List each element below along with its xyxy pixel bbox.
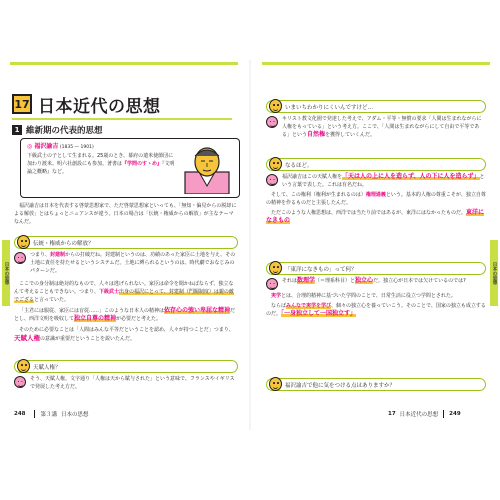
answer-2-text: そう、天賦人権。文字通り「人権は天から賦与された」という意味で、フランスやイギリスで発展した考え方だ。	[30, 376, 235, 390]
paragraph-r3c-mid: 、個々の独立心を養っていこう。そのことで、国家の独立も成立するのだ。	[266, 303, 486, 317]
question-r1-text: いまいちわかりにくいんですけど…	[285, 104, 374, 111]
answer-r3-keyword-1: 数理学	[297, 277, 316, 284]
paragraph-r3c-keyword: みんなで実学を学び	[286, 303, 332, 309]
answer-row-r1	[266, 115, 486, 139]
question-r2-text: なるほど。	[285, 162, 313, 169]
answer-r3-lead: それは	[282, 278, 298, 284]
answer-r1-text	[282, 115, 486, 139]
paragraph-r3b	[266, 292, 486, 300]
student-face-icon	[269, 377, 282, 391]
page-number-left: 248	[14, 411, 26, 417]
answer-1-text	[30, 251, 238, 275]
question-pill-2	[14, 360, 238, 373]
paragraph-r3c-lead: ならば	[271, 303, 287, 309]
side-tab-right: 日本の思想	[490, 240, 498, 306]
paragraph-3-keyword-1: 依存心の強い卑屈な精神	[164, 307, 231, 314]
answer-r3-end: だ。独立心が日本では欠けているのでは?	[373, 278, 466, 284]
footer-separator	[443, 410, 444, 418]
paragraph-2-keyword: 下級武士	[99, 289, 120, 295]
paragraph-3-lead: 「主君には服従、家臣には盲従……」このような日本人の精神は	[19, 308, 165, 314]
paragraph-3-mid: だとし、西洋文明を吸収して	[14, 308, 236, 322]
top-rule-left	[10, 62, 238, 65]
fukuzawa-portrait-illustration	[181, 142, 233, 194]
question-pill-1	[14, 236, 238, 249]
paragraph-r2b-keyword: 権理通義	[365, 192, 386, 198]
question-1-text: 伝統・権威からの解放？	[33, 240, 94, 247]
section-heading	[12, 124, 103, 136]
bio-books: 『学問のすゝめ』	[122, 161, 163, 167]
paragraph-r3c-quote: 「一身独立して一国独立す」	[281, 310, 357, 317]
answer-r3-text	[282, 277, 486, 285]
paragraph-r3b-text: とは、合理的精神に基づいた学問のことで、日常生活に役立つ学問とされた。	[281, 293, 456, 299]
section-number: 1	[12, 125, 22, 135]
chapter-number: 17	[12, 94, 32, 114]
paragraph-2	[14, 280, 238, 304]
answer-1-keyword: 封建制	[50, 252, 66, 258]
paragraph-r2c	[266, 209, 486, 225]
answer-1-rest: からの打破だね。封建制というのは、功績のあった家臣に土地を与え、その土地に責任を持たせるというシステムだ。土地に縛られるというのは、時代劇でおなじみのパターンだ。	[30, 252, 236, 274]
question-pill-r1	[266, 100, 486, 113]
footer-right	[388, 410, 465, 418]
answer-row-r3	[266, 277, 486, 290]
teacher-face-icon	[14, 376, 26, 388]
answer-r2-mid: という言葉で表した。これは有名だね。	[282, 174, 485, 188]
paragraph-3-end: が必要だと考えた。	[116, 316, 162, 322]
teacher-face-icon	[266, 278, 278, 290]
student-face-icon	[17, 359, 30, 373]
section-title: 維新期の代表的思想	[26, 126, 103, 136]
answer-1-lead: つまり、	[30, 252, 51, 258]
answer-r3-keyword-2: 独立心	[355, 277, 374, 284]
answer-row-r2	[266, 173, 486, 189]
paragraph-4	[14, 326, 238, 343]
side-tab-left: 日本の思想	[2, 240, 10, 306]
paragraph-2-highlight: 出身の福沢にとって、封建制（門閥制度）は親の敵でござる	[14, 289, 234, 303]
question-pill-r2	[266, 158, 486, 171]
question-pill-r3	[266, 262, 486, 275]
left-body-paragraphs	[14, 280, 238, 343]
paragraph-3-keyword-2: 独立自尊の精神	[74, 315, 117, 322]
student-face-icon	[17, 235, 30, 249]
bio-text-1: 下級武士の子として生まれる。25歳のとき、幕府の遣米使節団に加わり渡米。明六社創設にも参加。著書は	[27, 153, 174, 167]
answer-row-2	[14, 375, 238, 391]
answer-r2-lead: 福沢諭吉はこの天賦人権を	[282, 174, 343, 180]
paragraph-2-end: と言っていた。	[34, 297, 70, 303]
student-face-icon	[269, 157, 282, 171]
teacher-face-icon	[266, 174, 278, 186]
biography-text	[27, 143, 175, 176]
paragraph-4-lead: そのために必要なことは「人間はみんな平等だということを認め、人々が持つことだ」つまり、	[19, 327, 234, 333]
bio-text-2: 『文明論之概略』など。	[27, 161, 175, 175]
paragraph-4-keyword: 天賦人権	[14, 334, 40, 342]
paragraph-r2c-keyword: 東洋になきもの	[266, 209, 485, 224]
teacher-face-icon	[266, 116, 278, 128]
paragraph-4-end: の意識が重要だということを説いたんだ。	[40, 336, 136, 342]
qa-block-r3	[266, 262, 486, 318]
running-title-right: 日本近代の思想	[399, 412, 439, 418]
qa-block-r1	[266, 100, 486, 139]
book-gutter	[249, 60, 251, 430]
question-r3-text: 「東洋になきもの」って何？	[285, 266, 357, 273]
paragraph-2-lead: ここでの身分制は絶対的なもので、人々は逃げられない。家臣は命令を聞かねばならず、独立なんて考えることもできない。つまり、	[14, 281, 234, 295]
answer-r1-end: を獲得していくんだ。	[325, 132, 376, 138]
footer-separator	[34, 410, 35, 418]
bio-years: (1835 ― 1901)	[59, 145, 94, 150]
student-face-icon	[269, 99, 282, 113]
chapter-title: 日本近代の思想	[38, 96, 161, 117]
answer-r3-mid: （＝理系科目）と	[315, 278, 356, 284]
answer-r2-quote: 「天は人の上に人を造らず、人の下に人を造らず」	[342, 173, 480, 180]
running-title-left: 日本の思想	[61, 412, 89, 418]
qa-block-r2	[266, 158, 486, 225]
qa-block-2	[14, 360, 238, 391]
top-rule-right	[262, 62, 490, 65]
running-chapter-left: 第３講	[40, 412, 57, 418]
paragraph-r2b-lead: そして、この権利（権利が生まれるのは）	[271, 192, 366, 198]
qa-block-1	[14, 236, 238, 275]
paragraph-r2c-lead: ただこのような人権思想は、西洋では当たり前ではあるが、東洋にはなかったものだ。	[271, 210, 467, 216]
footer-left	[14, 410, 89, 418]
bio-name: ◎ 福沢諭吉	[27, 143, 59, 150]
biography-box	[20, 138, 240, 198]
paragraph-r3b-keyword: 実学	[271, 293, 282, 299]
question-pill-r4	[266, 378, 486, 391]
intro-paragraph-wrap	[14, 202, 238, 226]
answer-r1-lead: キリスト教文化圏で発達した考えで、アダム・平等・無償の要求「人間は生まれながらに人権をもっている」という考え方。ここで、「人間は生まれながらにして自由で平等である」という	[282, 116, 482, 138]
page-number-right: 249	[449, 411, 461, 417]
running-chapter-right: 17	[388, 411, 396, 417]
teacher-face-icon	[14, 252, 26, 264]
paragraph-3	[14, 307, 238, 323]
intro-paragraph: 福沢諭吉は日本を代表する啓蒙思想家で、ただ啓蒙思想家といっても、「無知・偏見からの脱却による解放」とはちょっとニュアンスが違う。日本の場合は「伝統・権威からの解放」が主なテーマなんだ。	[14, 203, 237, 225]
answer-r2-text	[282, 173, 486, 189]
answer-r1-keyword: 自然権	[307, 131, 326, 138]
question-2-text: 天賦人権？	[33, 364, 61, 371]
paragraph-r2b	[266, 191, 486, 207]
student-face-icon	[269, 261, 282, 275]
question-r4-text: 福沢諭吉で他に気をつける点はありますか？	[285, 382, 396, 389]
qa-block-r4	[266, 378, 486, 391]
chapter-heading	[12, 90, 232, 120]
answer-row-1	[14, 251, 238, 275]
paragraph-r2b-end: という。基本的人権の尊重こそが、独立自尊の精神を作るものだと主張したんだ。	[266, 192, 486, 206]
paragraph-r3c	[266, 302, 486, 318]
